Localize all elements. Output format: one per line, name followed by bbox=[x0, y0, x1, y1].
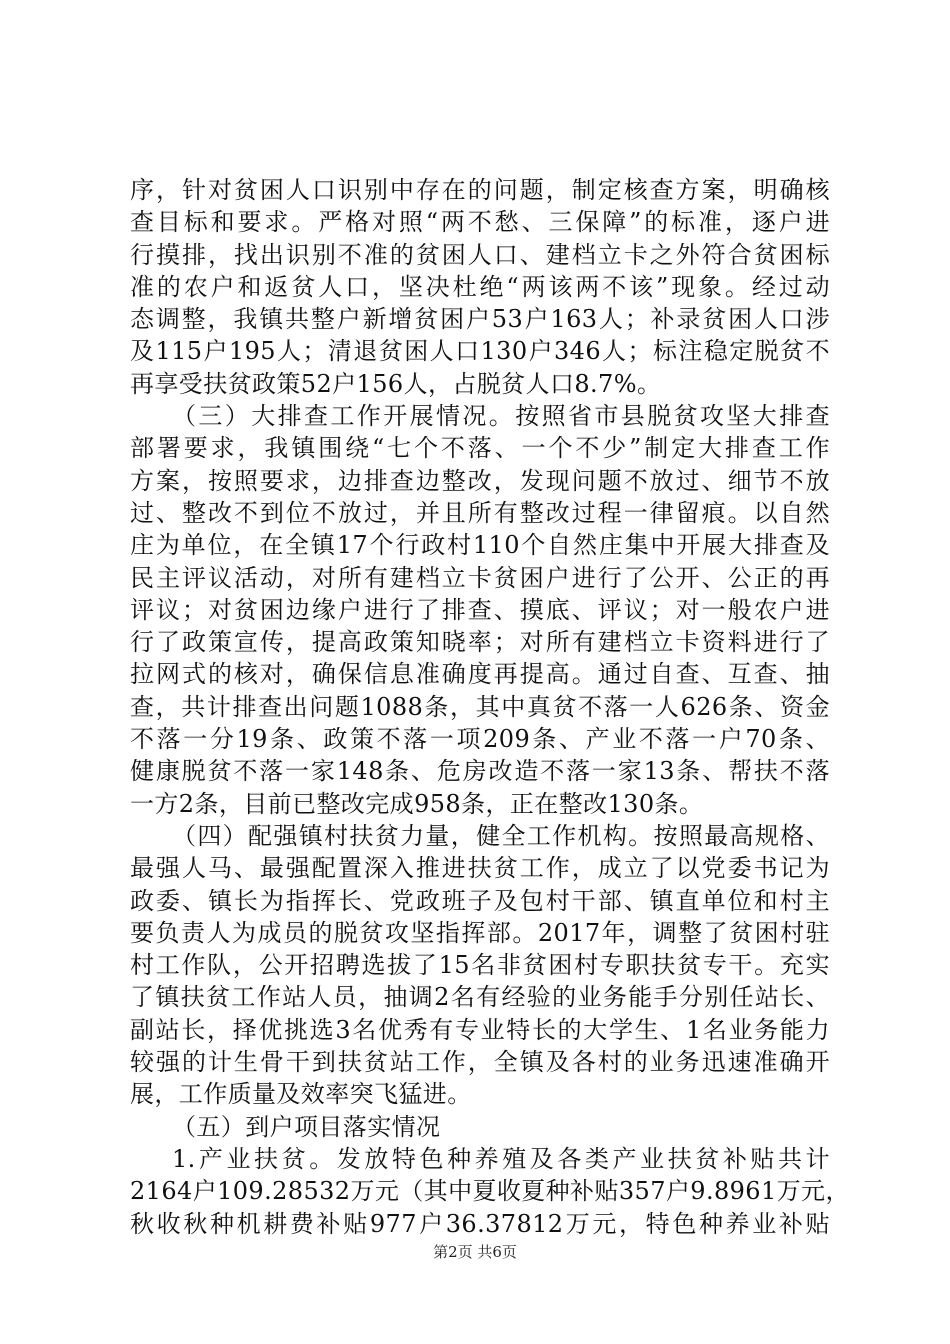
text-line: 查目标和要求。严格对照“两不愁、三保障”的标准，逐户进 bbox=[130, 208, 830, 237]
text-line: 最强人马、最强配置深入推进扶贫工作，成立了以党委书记为 bbox=[130, 854, 830, 883]
text-line: 1.产业扶贫。发放特色种养殖及各类产业扶贫补贴共计 bbox=[172, 1144, 830, 1173]
text-line: 要负责人为成员的脱贫攻坚指挥部。2017年，调整了贫困村驻 bbox=[130, 918, 830, 947]
text-line: 秋收秋种机耕费补贴977户36.37812万元，特色种养业补贴 bbox=[130, 1209, 830, 1238]
section-heading-line: （五）到户项目落实情况 bbox=[172, 1112, 441, 1141]
text-line: 准的农户和返贫人口，坚决杜绝“两该两不该”现象。经过动 bbox=[130, 272, 830, 301]
text-line: 副站长，择优挑选3名优秀有专业特长的大学生、1名业务能力 bbox=[130, 1015, 830, 1044]
text-line: 较强的计生骨干到扶贫站工作，全镇及各村的业务迅速准确开 bbox=[130, 1048, 830, 1077]
text-line: 庄为单位，在全镇17个行政村110个自然庄集中开展大排查及 bbox=[130, 531, 830, 560]
text-line: 态调整，我镇共整户新增贫困户53户163人；补录贫困人口涉 bbox=[130, 305, 830, 334]
page-number-footer: 第2页 共6页 bbox=[433, 1243, 517, 1261]
text-line: 民主评议活动，对所有建档立卡贫困户进行了公开、公正的再 bbox=[130, 563, 830, 592]
text-line: 方案，按照要求，边排查边整改，发现问题不放过、细节不放 bbox=[130, 466, 830, 495]
section-heading-line: （三）大排查工作开展情况。按照省市县脱贫攻坚大排查 bbox=[172, 402, 830, 431]
text-line: 行摸排，找出识别不准的贫困人口、建档立卡之外符合贫困标 bbox=[130, 240, 830, 269]
text-line: 政委、镇长为指挥长、党政班子及包村干部、镇直单位和村主 bbox=[130, 886, 830, 915]
document-body bbox=[130, 174, 850, 1240]
text-line: 2164户109.28532万元（其中夏收夏种补贴357户9.8961万元， bbox=[130, 1177, 850, 1206]
text-line: 行了政策宣传，提高政策知晓率；对所有建档立卡资料进行了 bbox=[130, 628, 830, 657]
text-line: 不落一分19条、政策不落一项209条、产业不落一户70条、 bbox=[130, 725, 830, 754]
text-line: 部署要求，我镇围绕“七个不落、一个不少”制定大排查工作 bbox=[130, 434, 830, 463]
text-line: 一方2条，目前已整改完成958条，正在整改130条。 bbox=[130, 789, 704, 818]
text-line: 及115户195人；清退贫困人口130户346人；标注稳定脱贫不 bbox=[130, 337, 830, 366]
text-line: 再享受扶贫政策52户156人，占脱贫人口8.7%。 bbox=[130, 369, 662, 398]
text-line: 了镇扶贫工作站人员，抽调2名有经验的业务能手分别任站长、 bbox=[130, 983, 830, 1012]
text-line: 村工作队，公开招聘选拔了15名非贫困村专职扶贫专干。充实 bbox=[130, 951, 830, 980]
text-line: 查，共计排查出问题1088条，其中真贫不落一人626条、资金 bbox=[130, 692, 830, 721]
text-line: 过、整改不到位不放过，并且所有整改过程一律留痕。以自然 bbox=[130, 498, 830, 527]
text-line: 拉网式的核对，确保信息准确度再提高。通过自查、互查、抽 bbox=[130, 660, 830, 689]
text-line: 序，针对贫困人口识别中存在的问题，制定核查方案，明确核 bbox=[130, 176, 830, 204]
text-line: 健康脱贫不落一家148条、危房改造不落一家13条、帮扶不落 bbox=[130, 757, 830, 786]
text-line: 评议；对贫困边缘户进行了排查、摸底、评议；对一般农户进 bbox=[130, 595, 830, 624]
text-line: 展，工作质量及效率突飞猛进。 bbox=[130, 1080, 472, 1109]
section-heading-line: （四）配强镇村扶贫力量，健全工作机构。按照最高规格、 bbox=[172, 821, 830, 850]
